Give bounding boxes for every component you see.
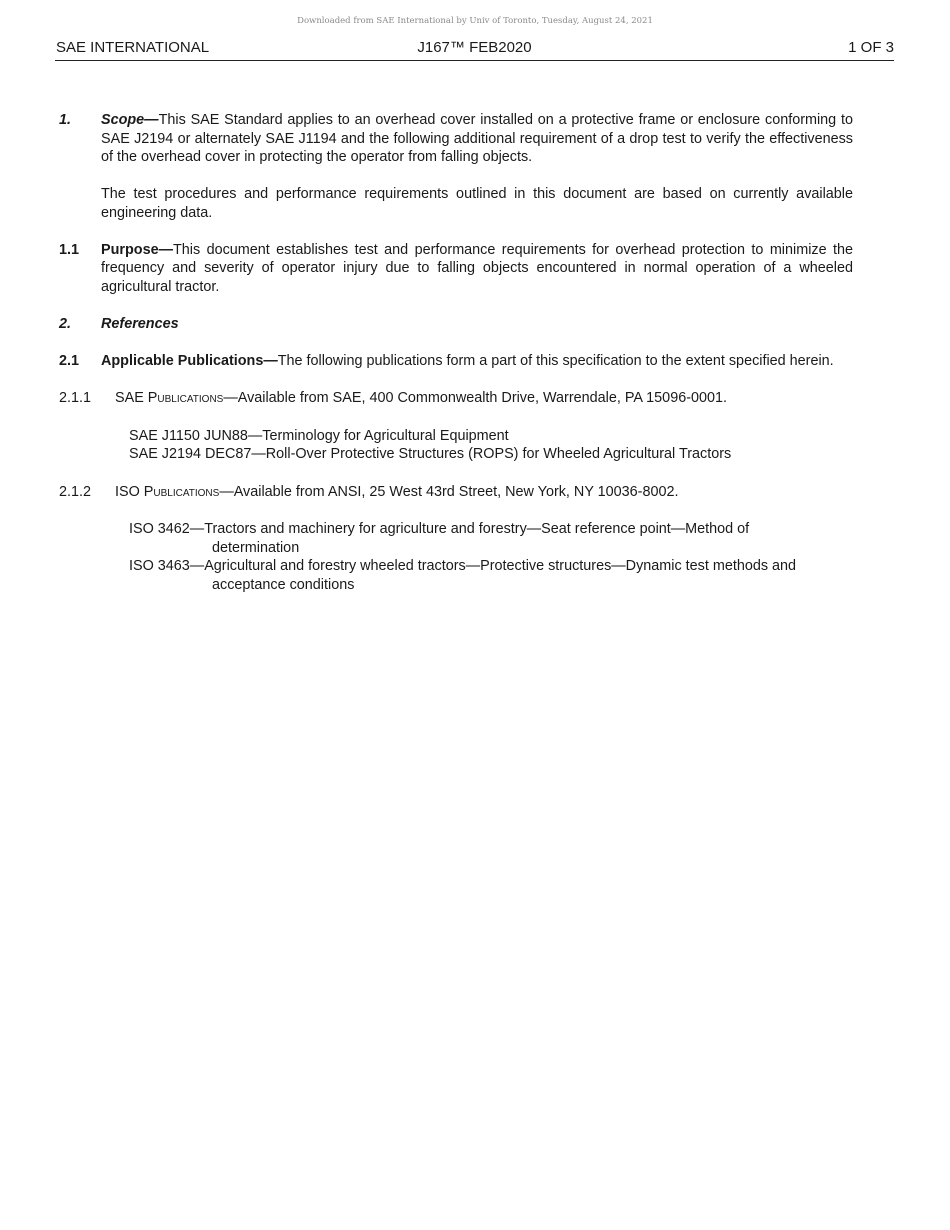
document-body [0,111,950,595]
section-number: 1.1 [59,241,80,258]
section-label: ISO Publications [115,484,220,501]
document-number: J167™ FEB2020 [417,39,532,56]
page-header [55,38,894,61]
section-text: The following publications form a part of this specification to the extent specified herein. [277,353,834,370]
scope-paragraph-2: The test procedures and performance requirements outlined in this document are based on currently available engineering data. [101,186,853,221]
publisher-name: SAE INTERNATIONAL [56,39,210,56]
reference-text: ISO 3463—Agricultural and forestry wheeled tractors—Protective structures—Dynamic test methods and [129,558,797,575]
reference-item [129,557,853,594]
section-text: This document establishes test and performance requirements for overhead protection to minimize the frequency and severity of operator injury due to falling objects encountered in normal operation of a wheeled agricultural tractor. [101,241,853,295]
section-title: Purpose— [101,241,173,258]
section-label: SAE Publications [115,390,224,407]
section-title: Applicable Publications— [101,353,278,370]
section-title: Scope— [101,112,159,128]
reference-continuation: determination [212,539,300,556]
section-number: 2.1 [59,353,80,370]
reference-continuation: acceptance conditions [212,576,355,593]
section-text: This SAE Standard applies to an overhead cover installed on a protective frame or enclosure conforming to SAE J2194 or alternately SAE J1194 and the following additional requirement of a drop test to verify the effectiveness of the overhead cover in protecting the operator from falling objects. [101,112,853,166]
section-number: 2.1.2 [59,484,92,501]
reference-text: ISO 3462—Tractors and machinery for agriculture and forestry—Seat reference point—Method of [129,520,750,537]
section-iso-publications [59,483,853,502]
section-text: —Available from SAE, 400 Commonwealth Drive, Warrendale, PA 15096-0001. [223,390,728,407]
section-title: References [101,315,179,332]
section-number: 2.1.1 [59,390,92,407]
download-watermark: Downloaded from SAE International by Univ of Toronto, Tuesday, August 24, 2021 [297,16,653,26]
section-number: 1. [59,112,72,128]
reference-item [129,520,853,557]
section-sae-publications [59,389,853,408]
section-applicable-publications [59,352,853,371]
section-scope [59,111,853,167]
section-number: 2. [59,315,72,332]
section-references [59,315,853,334]
section-text: —Available from ANSI, 25 West 43rd Street, New York, NY 10036-8002. [219,484,679,501]
section-purpose [59,241,853,297]
page-number: 1 OF 3 [848,39,894,56]
reference-item: SAE J2194 DEC87—Roll-Over Protective Structures (ROPS) for Wheeled Agricultural Tractors [129,446,732,463]
reference-item: SAE J1150 JUN88—Terminology for Agricultural Equipment [129,427,509,444]
